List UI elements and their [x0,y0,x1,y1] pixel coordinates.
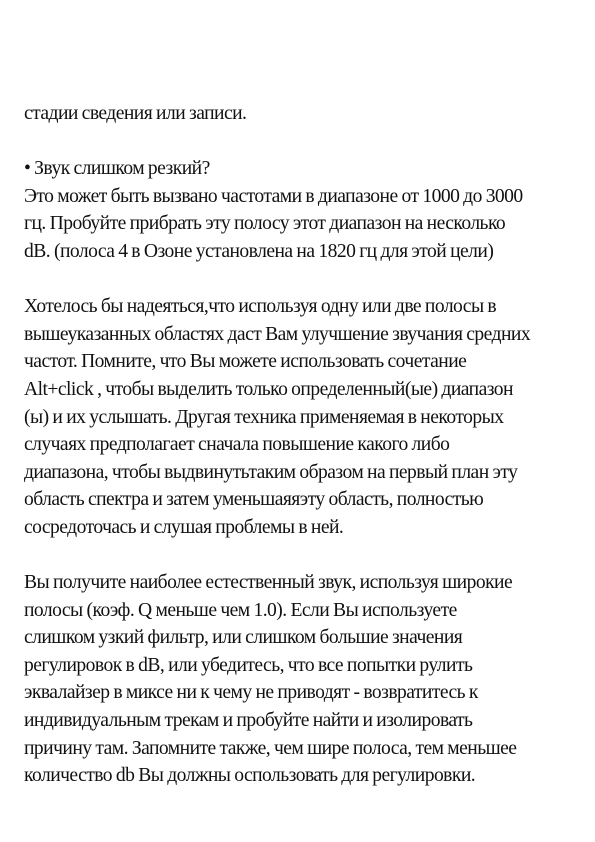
text-line: Это может быть вызвано частотами в диапазоне от 1000 до 3000 [24,185,523,207]
paragraph-gap [24,128,584,156]
text-line: Хотелось бы надеяться,что используя одну или две полосы в [24,296,497,318]
text-line: стадии сведения или записи. [24,103,247,124]
text-line: причину там. Запомните также, чем шире полоса, тем меньшее [24,737,517,759]
text-line: Вы получите наиболее естественный звук, используя широкие [24,572,513,594]
text-line: область спектра и затем уменьшаяяэту область, полностью [24,489,484,511]
text-line: случаях предполагает сначала повышение какого либо [24,434,450,456]
text-line: сосредоточась и слушая проблемы в ней. [24,516,344,538]
text-line: dB. (полоса 4 в Озоне установлена на 1820 гц для этой цели) [24,240,494,262]
text-line: индивидуальным трекам и пробуйте найти и изолировать [24,710,473,732]
text-line: количество db Вы должны оспользовать для регулировки. [24,765,476,787]
text-line: диапазона, чтобы выдвинутьтаким образом на первый план эту [24,461,518,483]
mids-paragraph [24,293,584,541]
text-line: гц. Пробуйте прибрать эту полосу этот диапазон на несколько [24,213,506,235]
document-body [24,100,584,790]
paragraph-gap [24,266,584,294]
paragraph-gap [24,542,584,570]
text-line: регулировок в dB, или убедитесь, что все попытки рулить [24,654,473,676]
natural-sound-paragraph [24,569,584,790]
text-line: вышеуказанных областях даст Вам улучшение звучания средних [24,323,531,345]
text-line: эквалайзер в миксе ни к чему не приводят - возвратитесь к [24,682,478,704]
text-line: Alt+click , чтобы выделить только определенный(ые) диапазон [24,378,513,400]
text-line: слишком узкий фильтр, или слишком большие значения [24,627,463,649]
text-line: полосы (коэф. Q меньше чем 1.0). Если Вы используете [24,599,457,621]
continuation-paragraph [24,100,584,128]
harsh-sound-section [24,155,584,265]
bullet-heading: • Звук слишком резкий? [24,158,210,180]
text-line: (ы) и их услышать. Другая техника применяемая в некоторых [24,406,504,428]
text-line: частот. Помните, что Вы можете использовать сочетание [24,351,467,373]
